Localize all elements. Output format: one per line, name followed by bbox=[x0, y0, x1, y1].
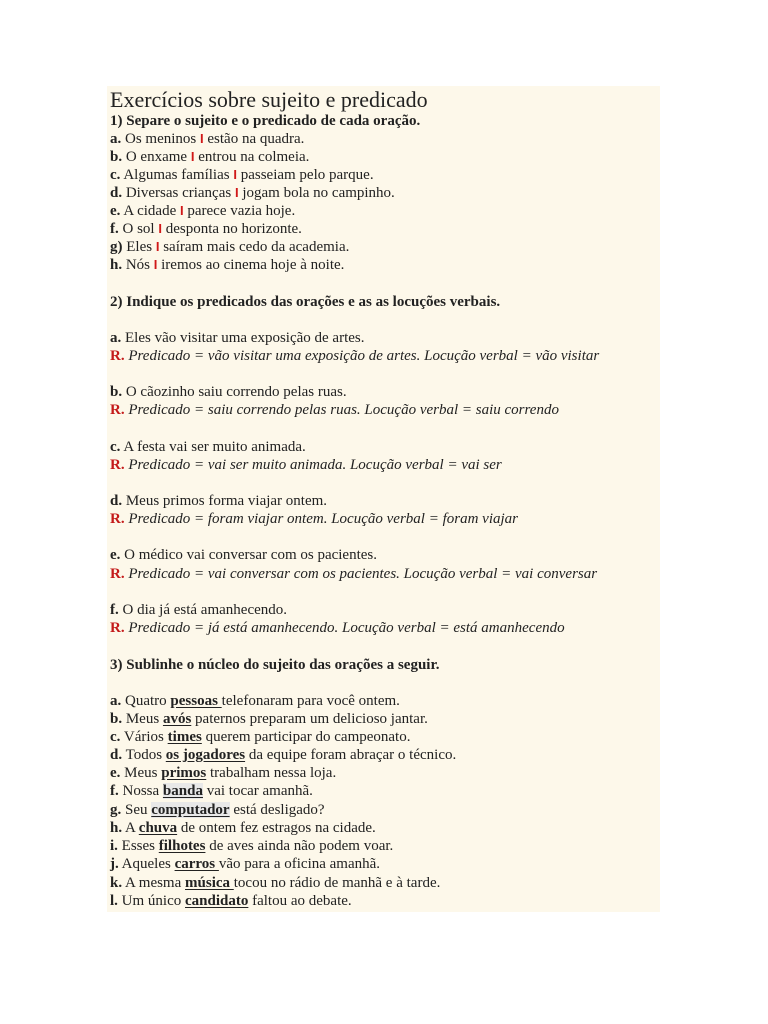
item-predicate: parece vazia hoje. bbox=[183, 203, 296, 219]
item-predicate: entrou na colmeia. bbox=[194, 149, 310, 165]
item-label: a. bbox=[110, 131, 122, 147]
item-label: h. bbox=[110, 257, 123, 273]
subject-nucleus: carros bbox=[174, 856, 219, 872]
item-sentence: O cãozinho saiu correndo pelas ruas. bbox=[122, 384, 347, 400]
subject-nucleus: música bbox=[185, 875, 234, 891]
answer-text: Predicado = já está amanhecendo. Locução verbal = está amanhecendo bbox=[124, 620, 565, 636]
answer-label: R. bbox=[110, 457, 125, 473]
item-label: e. bbox=[110, 547, 121, 563]
item-after: querem participar do campeonato. bbox=[201, 729, 411, 745]
q3-item-c bbox=[110, 728, 410, 746]
page-title: Exercícios sobre sujeito e predicado bbox=[110, 87, 428, 112]
item-predicate: jogam bola no campinho. bbox=[238, 185, 395, 201]
item-label: f. bbox=[110, 783, 119, 799]
q3-item-k bbox=[110, 874, 440, 892]
answer-label: R. bbox=[110, 620, 125, 636]
separator-mark: I bbox=[234, 185, 239, 200]
separator-mark: I bbox=[180, 203, 184, 218]
item-label: b. bbox=[110, 384, 123, 400]
subject-nucleus: times bbox=[167, 729, 202, 745]
q1-item-f bbox=[110, 220, 302, 238]
item-label: a. bbox=[110, 693, 122, 709]
separator-mark: I bbox=[158, 221, 162, 236]
separator-mark: I bbox=[153, 257, 158, 272]
item-label: d. bbox=[110, 493, 123, 509]
q2-answer-d bbox=[110, 510, 518, 528]
q2-item-b bbox=[110, 383, 347, 401]
item-after: telefonaram para você ontem. bbox=[221, 693, 400, 709]
item-before: Seu bbox=[121, 802, 152, 818]
item-after: vai tocar amanhã. bbox=[202, 783, 313, 799]
q3-item-a bbox=[110, 692, 400, 710]
q2-answer-c bbox=[110, 456, 502, 474]
item-label: d. bbox=[110, 185, 123, 201]
item-predicate: desponta no horizonte. bbox=[161, 221, 302, 237]
item-label: e. bbox=[110, 203, 121, 219]
subject-nucleus: filhotes bbox=[158, 838, 206, 854]
subject-nucleus: candidato bbox=[185, 893, 249, 909]
item-subject: A cidade bbox=[120, 203, 180, 219]
item-label: f. bbox=[110, 602, 119, 618]
item-before: Vários bbox=[120, 729, 168, 745]
item-label: g) bbox=[110, 239, 123, 255]
item-label: f. bbox=[110, 221, 119, 237]
item-label: c. bbox=[110, 439, 121, 455]
q3-item-i bbox=[110, 837, 393, 855]
item-subject: O sol bbox=[118, 221, 159, 237]
q3-item-g bbox=[110, 801, 325, 819]
item-predicate: saíram mais cedo da academia. bbox=[159, 239, 350, 255]
item-label: l. bbox=[110, 893, 118, 909]
item-after: tocou no rádio de manhã e à tarde. bbox=[233, 875, 441, 891]
answer-label: R. bbox=[110, 511, 125, 527]
answer-text: Predicado = vão visitar uma exposição de artes. Locução verbal = vão visitar bbox=[124, 348, 600, 364]
item-before: Um único bbox=[117, 893, 185, 909]
separator-mark: I bbox=[200, 131, 204, 146]
q2-answer-a bbox=[110, 347, 599, 365]
subject-nucleus: avós bbox=[162, 711, 192, 727]
q2-item-d bbox=[110, 492, 327, 510]
item-before: Quatro bbox=[121, 693, 171, 709]
subject-nucleus: os jogadores bbox=[165, 747, 246, 763]
item-label: c. bbox=[110, 729, 121, 745]
subject-nucleus: banda bbox=[162, 783, 203, 799]
item-subject: Diversas crianças bbox=[122, 185, 235, 201]
q3-item-l bbox=[110, 892, 352, 910]
q1-heading: 1) Separe o sujeito e o predicado de cada oração. bbox=[110, 113, 421, 129]
item-label: k. bbox=[110, 875, 123, 891]
answer-text: Predicado = vai conversar com os pacientes. Locução verbal = vai conversar bbox=[124, 566, 598, 582]
item-predicate: iremos ao cinema hoje à noite. bbox=[157, 257, 345, 273]
item-label: d. bbox=[110, 747, 123, 763]
answer-label: R. bbox=[110, 566, 125, 582]
item-after: vão para a oficina amanhã. bbox=[218, 856, 381, 872]
q2-heading: 2) Indique os predicados das orações e as as locuções verbais. bbox=[110, 294, 501, 310]
q1-item-g bbox=[110, 238, 349, 256]
item-sentence: Eles vão visitar uma exposição de artes. bbox=[121, 330, 365, 346]
item-subject: Os meninos bbox=[121, 131, 200, 147]
subject-nucleus: chuva bbox=[138, 820, 178, 836]
item-before: Meus bbox=[122, 711, 163, 727]
q2-answer-f bbox=[110, 619, 565, 637]
q2-item-c bbox=[110, 438, 306, 456]
item-sentence: Meus primos forma viajar ontem. bbox=[122, 493, 328, 509]
item-subject: Algumas famílias bbox=[120, 167, 234, 183]
q3-item-b bbox=[110, 710, 428, 728]
item-after: paternos preparam um delicioso jantar. bbox=[191, 711, 428, 727]
item-after: faltou ao debate. bbox=[248, 893, 352, 909]
q3-heading: 3) Sublinhe o núcleo do sujeito das orações a seguir. bbox=[110, 657, 440, 673]
item-sentence: A festa vai ser muito animada. bbox=[120, 439, 306, 455]
item-subject: O enxame bbox=[122, 149, 191, 165]
item-label: h. bbox=[110, 820, 123, 836]
item-subject: Eles bbox=[122, 239, 156, 255]
item-sentence: O dia já está amanhecendo. bbox=[118, 602, 288, 618]
answer-text: Predicado = saiu correndo pelas ruas. Locução verbal = saiu correndo bbox=[124, 402, 559, 418]
q3-item-e bbox=[110, 764, 336, 782]
answer-label: R. bbox=[110, 348, 125, 364]
answer-text: Predicado = foram viajar ontem. Locução verbal = foram viajar bbox=[124, 511, 518, 527]
q2-answer-b bbox=[110, 401, 559, 419]
subject-nucleus: pessoas bbox=[170, 693, 222, 709]
q1-item-a bbox=[110, 130, 304, 148]
item-label: b. bbox=[110, 149, 123, 165]
q3-item-f bbox=[110, 782, 313, 800]
subject-nucleus: computador bbox=[151, 802, 230, 818]
item-after: trabalham nessa loja. bbox=[206, 765, 337, 781]
item-label: c. bbox=[110, 167, 121, 183]
item-before: A mesma bbox=[122, 875, 186, 891]
q2-item-f bbox=[110, 601, 287, 619]
q2-item-a bbox=[110, 329, 365, 347]
q2-item-e bbox=[110, 546, 377, 564]
item-after: está desligado? bbox=[229, 802, 325, 818]
item-after: de aves ainda não podem voar. bbox=[205, 838, 394, 854]
q1-item-c bbox=[110, 166, 374, 184]
separator-mark: I bbox=[233, 167, 237, 182]
item-label: b. bbox=[110, 711, 123, 727]
separator-mark: I bbox=[190, 149, 195, 164]
item-before: Nossa bbox=[118, 783, 163, 799]
item-predicate: estão na quadra. bbox=[203, 131, 305, 147]
item-label: a. bbox=[110, 330, 122, 346]
q1-item-b bbox=[110, 148, 309, 166]
item-sentence: O médico vai conversar com os pacientes. bbox=[120, 547, 377, 563]
q3-item-d bbox=[110, 746, 456, 764]
q2-answer-e bbox=[110, 565, 597, 583]
item-predicate: passeiam pelo parque. bbox=[236, 167, 374, 183]
q1-item-d bbox=[110, 184, 395, 202]
separator-mark: I bbox=[155, 239, 160, 254]
item-label: j. bbox=[110, 856, 119, 872]
item-label: i. bbox=[110, 838, 118, 854]
item-label: e. bbox=[110, 765, 121, 781]
item-before: Aqueles bbox=[118, 856, 175, 872]
item-before: A bbox=[122, 820, 139, 836]
item-before: Todos bbox=[122, 747, 166, 763]
q3-item-j bbox=[110, 855, 380, 873]
q1-item-h bbox=[110, 256, 344, 274]
q1-item-e bbox=[110, 202, 295, 220]
item-after: da equipe foram abraçar o técnico. bbox=[245, 747, 457, 763]
answer-label: R. bbox=[110, 402, 125, 418]
item-label: g. bbox=[110, 802, 122, 818]
item-before: Meus bbox=[120, 765, 162, 781]
item-after: de ontem fez estragos na cidade. bbox=[177, 820, 376, 836]
subject-nucleus: primos bbox=[161, 765, 207, 781]
item-subject: Nós bbox=[122, 257, 154, 273]
q3-item-h bbox=[110, 819, 376, 837]
answer-text: Predicado = vai ser muito animada. Locução verbal = vai ser bbox=[124, 457, 502, 473]
item-before: Esses bbox=[117, 838, 159, 854]
